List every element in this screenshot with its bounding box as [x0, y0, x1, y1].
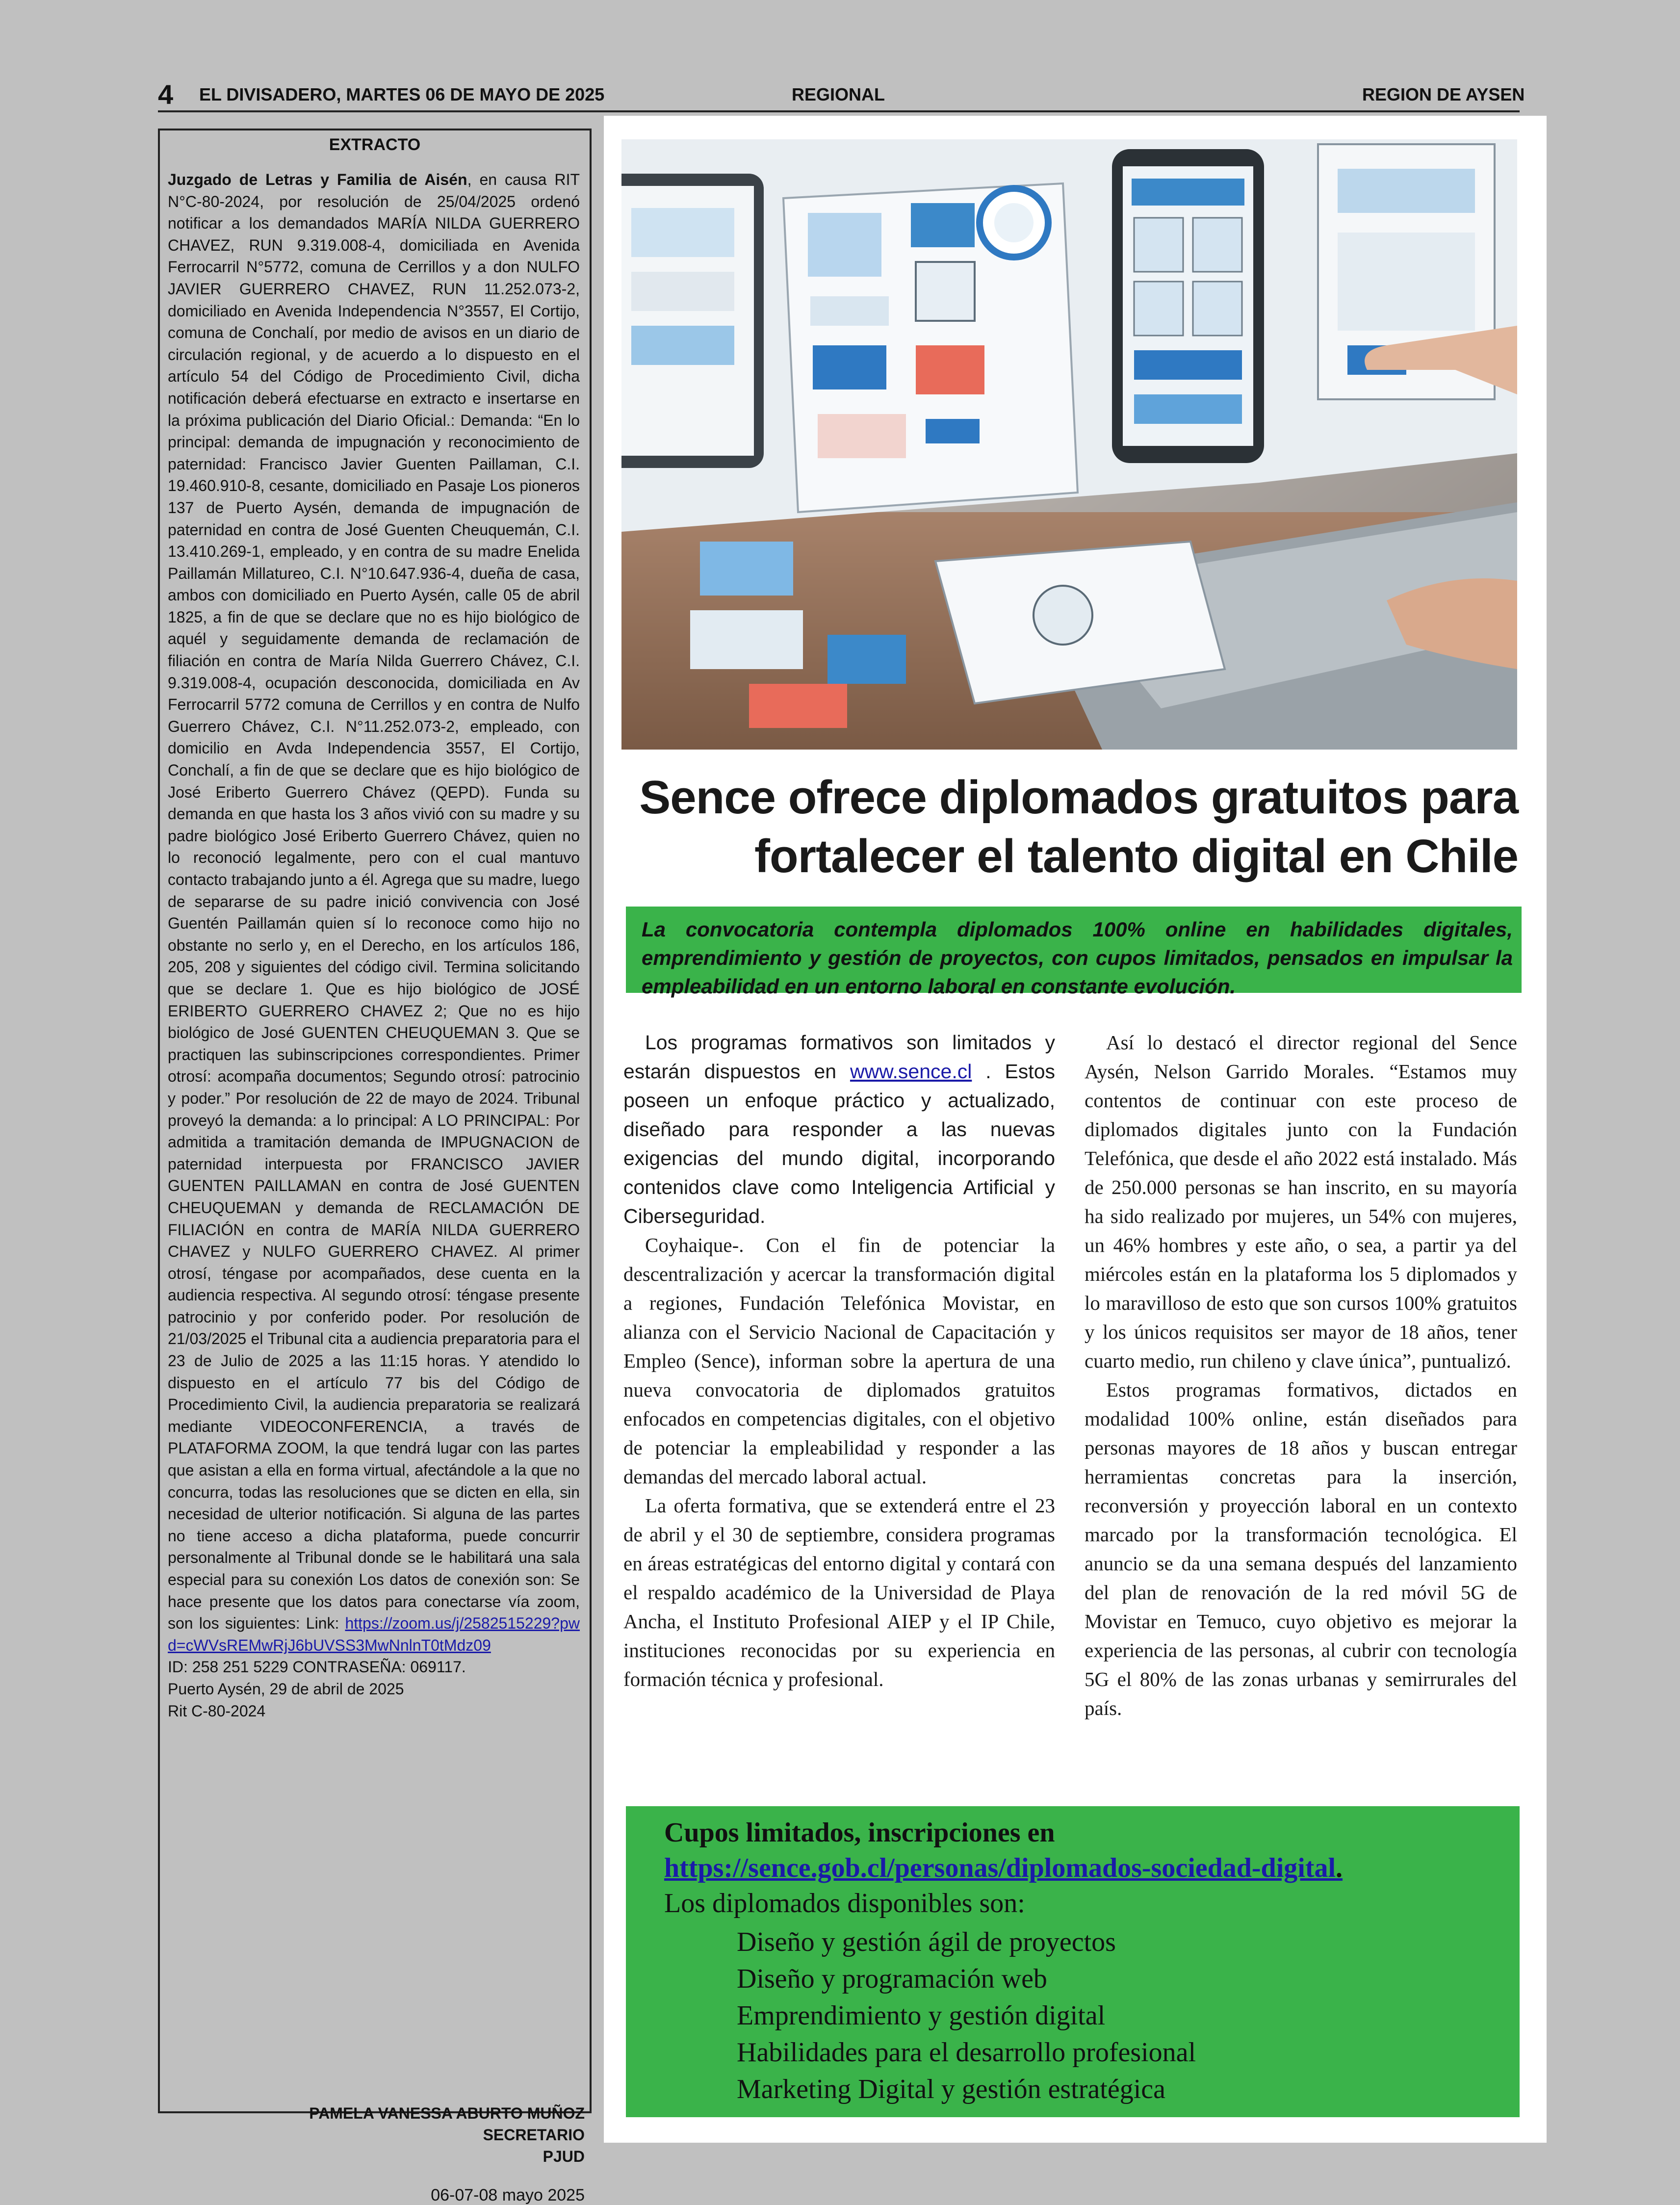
paragraph-3: La oferta formativa, que se extenderá entre el 23 de abril y el 30 de septiembre, considera programas en áreas estratégicas del entorno digital y contará con el respaldo académico de la Universidad de Playa Ancha, el Instituto Profesional AIEP y el IP Chile, instituciones reconocidas por su experiencia en formación técnica y profesional. — [623, 1494, 1055, 1690]
diploma-list — [737, 1924, 1196, 2108]
sence-link[interactable]: www.sence.cl — [850, 1060, 972, 1083]
signer-role: SECRETARIO — [483, 2126, 585, 2144]
legal-extract-box — [158, 129, 592, 2205]
article — [604, 116, 1547, 2143]
signer-name: PAMELA VANESSA ABURTO MUÑOZ — [309, 2104, 585, 2122]
ux-wireframe-illustration — [621, 139, 1517, 750]
zoom-link[interactable]: https://zoom.us/j/2582515229?pwd=cWVsREMwRjJ6bUVSS3MwNnlnT0tMdz09 — [168, 1614, 580, 1654]
article-column-1 — [623, 1028, 1055, 1694]
extract-title: EXTRACTO — [329, 135, 421, 154]
extract-text: , en causa RIT N°C-80-2024, por resolución de 25/04/2025 ordenó notificar a los demandados MARÍA NILDA GUERRERO CHAVEZ, RUN 9.319.008-4, domiciliada en Avenida Ferrocarril N°5772, comuna de Cerrillos y a don NULFO JAVIER GUERRERO CHAVEZ, RUN 11.252.073-2, domiciliado en Avenida Independencia N°3557, El Cortijo, comuna de Conchalí, por medio de avisos en un diario de circulación regional, y de acuerdo a lo dispuesto en el artículo 54 del Código de Procedimiento Civil, dicha notificación deberá efectuarse en extracto e insertarse en la próxima publicación del Diario Oficial.: Demanda: “En lo principal: demanda de impugnación y reconocimiento de paternidad: Francisco Javier Guenten Paillaman, C.I. 19.460.910-8, cesante, domiciliado en Pasaje Los pioneros 137 de Puerto Aysén, demanda de impugnación de paternidad en contra de José Guenten Cheuquemán, C.I. 13.410.269-1, empleado, y en contra de su madre Enelida Paillamán Millatureo, C.I. N°10.647.936-4, dueña de casa, ambos con domiciliado en Puerto Aysén, calle 05 de abril 1825, a fin de que se declare que no es hijo biológico de aquél y seguidamente demanda de reclamación de filiación en contra de María Nilda Guerrero Chávez, C.I. 9.319.008-4, ocupación desconocida, domiciliada en Av Ferrocarril 5772 comuna de Cerrillos y en contra de Nulfo Guerrero Chávez, C.I. N°11.252.073-2, empleado, con domicilio en Avda Independencia 3557, El Cortijo, Conchalí, a fin de que se declare que es hijo biológico de José Eriberto Guerrero Chávez (QEPD). Funda su demanda en que hasta los 3 años vivió con su madre y su padre biológico José Eriberto Guerrero Chávez, quien no lo reconoció legalmente, pero con el cual mantuvo contacto trabajando junto a él. Agrega que su madre, luego de separarse de su padre inició convivencia con José Guentén Paillamán quien sí lo reconoce como hijo no obstante no serlo y, en el Derecho, en los artículos 186, 205, 208 y siguientes del código civil. Termina solicitando que se declare 1. Que es hijo biológico de JOSÉ ERIBERTO GUERRERO CHAVEZ 2; Que no es hijo biológico de José GUENTEN CHEUQUEMAN 3. Que se practiquen las subinscripciones correspondientes. Primer otrosí: acompaña documentos; Segundo otrosí: patrocinio y poder.” Por resolución de 22 de mayo de 2024. Tribunal proveyó la demanda: a lo principal: A LO PRINCIPAL: Por admitida a tramitación demanda de IMPUGNACION de paternidad interpuesta por FRANCISCO JAVIER GUENTEN PAILLAMAN en contra de José GUENTEN CHEUQUEMAN y demanda de RECLAMACIÓN DE FILIACIÓN en contra de MARÍA NILDA GUERRERO CHAVEZ y NULFO GUERRERO CHAVEZ. Al primer otrosí, téngase por acompañados, dese cuenta en la audiencia respectiva. Al segundo otrosí: téngase presente patrocinio y por conferido poder. Por resolución de 21/03/2025 el Tribunal cita a audiencia preparatoria para el 23 de Julio de 2025 a las 11:15 horas. Y atendido lo dispuesto en el artículo 77 bis del Código de Procedimiento Civil, la audiencia preparatoria se realizará mediante VIDEOCONFERENCIA, a través de PLATAFORMA ZOOM, la que tendrá lugar con las partes que asistan a ella en forma virtual, afectándole a la que no concurra, todas las resoluciones que se dicten en ella, sin necesidad de ulterior notificación. Si alguna de las partes no tiene acceso a dicha plataforma, puede concurrir personalmente al Tribunal donde se le habilitará una sala especial para su conexión Los datos de conexión son: Se hace presente que los datos para conectarse vía zoom, son los siguientes: Link: — [168, 171, 580, 1633]
headline — [619, 768, 1518, 886]
lead-text: La convocatoria contempla diplomados 100% online en habilidades digitales, emprendimiento y gestión de proyectos, con cupos limitados, pensados en impulsar la empleabilidad en un entorno laboral en constante evolución. — [642, 918, 1513, 998]
paragraph-1-a: Los programas formativos son limitados y estarán dispuestos en — [623, 1031, 1055, 1083]
header-rule — [158, 110, 1520, 112]
headline-line-2: fortalecer el talento digital en Chile — [754, 830, 1518, 882]
paragraph-5: Estos programas formativos, dictados en modalidad 100% online, están diseñados para personas mayores de 18 años y buscan entregar herramientas concretas para la inserción, reconversión y proyección laboral en un contexto marcado por la transformación tecnológica. El anuncio se da una semana después del lanzamiento del plan de renovación de la red móvil 5G de Movistar en Temuco, cuyo objetivo es mejorar la experiencia de las personas, al cubrir con tecnología 5G el 80% de las zonas urbanas y semirrurales del país. — [1085, 1378, 1517, 1719]
article-column-2 — [1085, 1028, 1517, 1723]
lead-box — [626, 907, 1522, 998]
enrollment-box — [626, 1806, 1520, 2117]
diploma-item: Diseño y gestión ágil de proyectos — [737, 1927, 1116, 1957]
place-date: Puerto Aysén, 29 de abril de 2025 — [168, 1680, 404, 1698]
diploma-item: Marketing Digital y gestión estratégica — [737, 2074, 1165, 2104]
diploma-item: Habilidades para el desarrollo profesional — [737, 2037, 1196, 2068]
signature-block — [309, 2102, 585, 2167]
paragraph-4: Así lo destacó el director regional del Sence Aysén, Nelson Garrido Morales. “Estamos muy contentos de continuar con este proceso de diplomados digitales junto con la Fundación Telefónica, que desde el año 2022 está instalado. Más de 250.000 personas se han inscrito, en su mayoría ha sido realizado por mujeres, un 54% con mujeres, un 46% hombres y este año, o sea, a partir ya del miércoles están en la plataforma los 5 diplomados y lo maravilloso de esto que son cursos 100% gratuitos y los únicos requisitos ser mayor de 18 años, tener cuarto medio, run chileno y clave única”, puntualizó. — [1085, 1031, 1517, 1372]
newspaper-date-header: EL DIVISADERO, MARTES 06 DE MAYO DE 2025 — [199, 84, 605, 104]
signer-org: PJUD — [543, 2148, 585, 2165]
page-number: 4 — [158, 79, 174, 110]
rit-number: Rit C-80-2024 — [168, 1702, 266, 1720]
enrollment-link[interactable] — [664, 1852, 1343, 1884]
enrollment-url[interactable]: https://sence.gob.cl/personas/diplomados-sociedad-digital — [664, 1853, 1336, 1883]
paragraph-1 — [623, 1028, 1055, 1231]
diploma-item: Diseño y programación web — [737, 1964, 1047, 1994]
extract-court: Juzgado de Letras y Familia de Aisén — [168, 171, 467, 188]
headline-line-1: Sence ofrece diplomados gratuitos para — [639, 771, 1518, 824]
diploma-item: Emprendimiento y gestión digital — [737, 2000, 1106, 2031]
enrollment-title: Cupos limitados, inscripciones en — [664, 1817, 1055, 1848]
extract-body — [168, 169, 580, 1722]
enrollment-url-period: . — [1336, 1853, 1343, 1883]
publication-dates: 06-07-08 mayo 2025 — [431, 2186, 585, 2205]
paragraph-1-b: . Estos poseen un enfoque práctico y actualizado, diseñado para responder a las nuevas exigencias del mundo digital, incorporando contenidos clave como Inteligencia Artificial y Ciberseguridad. — [623, 1060, 1056, 1227]
article-photo — [621, 139, 1517, 750]
section-label: REGIONAL — [792, 84, 885, 104]
paragraph-2: Coyhaique-. Con el fin de potenciar la descentralización y acercar la transformación digital a regiones, Fundación Telefónica Movistar, en alianza con el Servicio Nacional de Capacitación y Empleo (Sence), informan sobre la apertura de una nueva convocatoria de diplomados gratuitos enfocados en competencias digitales, con el objetivo de potenciar la empleabilidad y responder a las demandas del mercado laboral actual. — [623, 1234, 1055, 1488]
meeting-id: ID: 258 251 5229 CONTRASEÑA: 069117. — [168, 1658, 466, 1676]
diploma-list-intro: Los diplomados disponibles son: — [664, 1888, 1025, 1919]
region-label: REGION DE AYSEN — [1362, 84, 1525, 104]
